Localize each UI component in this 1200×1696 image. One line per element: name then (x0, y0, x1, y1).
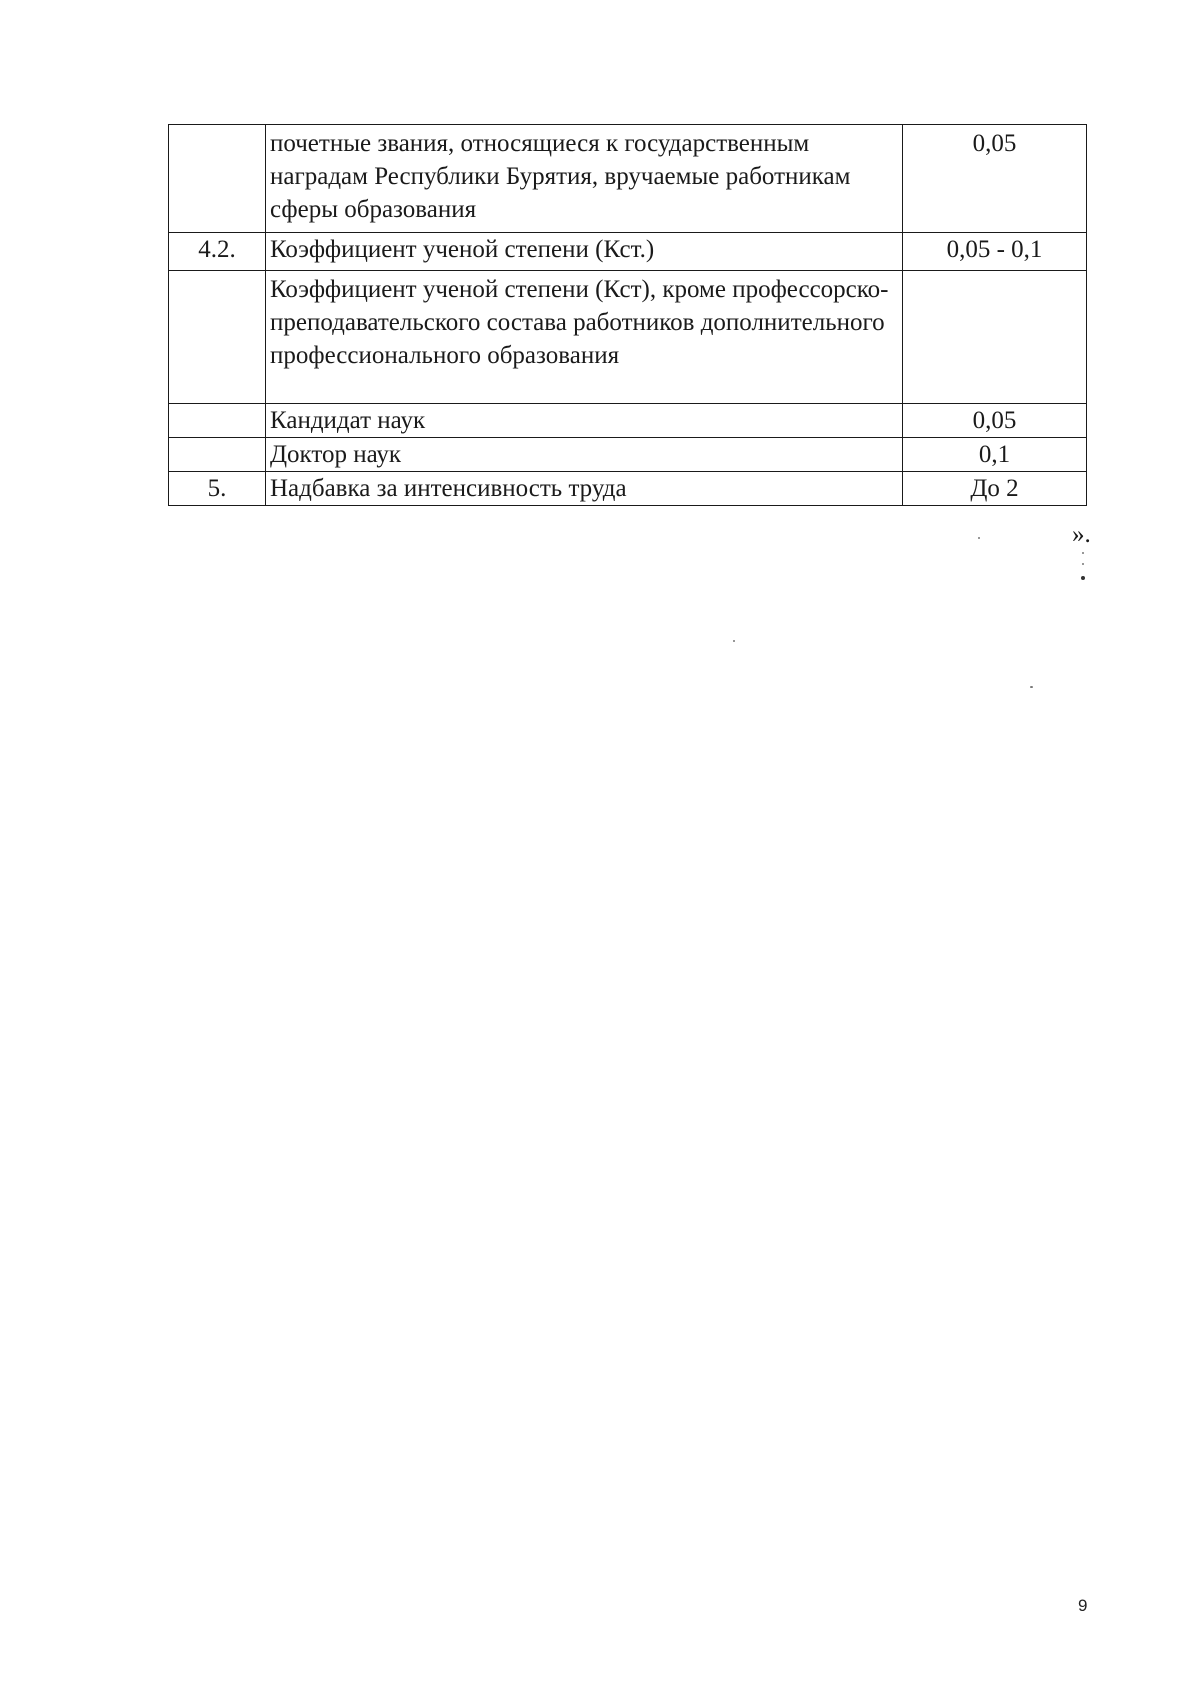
scan-speck (1030, 686, 1033, 688)
row-description: Коэффициент ученой степени (Кст), кроме профессорско-преподавательского состава работников дополнительного профессионального образования (266, 271, 903, 404)
table-row (169, 404, 1087, 438)
row-description: Кандидат наук (266, 404, 903, 438)
row-number (169, 125, 266, 233)
page-number: 9 (1078, 1596, 1088, 1615)
table-row (169, 271, 1087, 404)
row-number (169, 404, 266, 438)
scan-speck (1082, 552, 1084, 554)
row-value: 0,1 (903, 438, 1087, 472)
row-value (903, 271, 1087, 404)
table-row (169, 125, 1087, 233)
table-row (169, 472, 1087, 506)
row-value: 0,05 (903, 125, 1087, 233)
row-description: Доктор наук (266, 438, 903, 472)
coefficients-table (168, 124, 1087, 506)
scan-speck (978, 537, 980, 539)
row-number (169, 438, 266, 472)
row-value: 0,05 - 0,1 (903, 233, 1087, 271)
scan-speck (1082, 563, 1084, 565)
row-number: 5. (169, 472, 266, 506)
scan-speck (733, 640, 735, 642)
row-description: почетные звания, относящиеся к государственным наградам Республики Бурятия, вручаемые работникам сферы образования (266, 125, 903, 233)
table-row (169, 233, 1087, 271)
table-row (169, 438, 1087, 472)
row-value: До 2 (903, 472, 1087, 506)
closing-quote: ». (1072, 521, 1091, 548)
scan-speck (1081, 576, 1085, 580)
row-description: Коэффициент ученой степени (Кст.) (266, 233, 903, 271)
row-number: 4.2. (169, 233, 266, 271)
row-value: 0,05 (903, 404, 1087, 438)
row-description: Надбавка за интенсивность труда (266, 472, 903, 506)
row-number (169, 271, 266, 404)
